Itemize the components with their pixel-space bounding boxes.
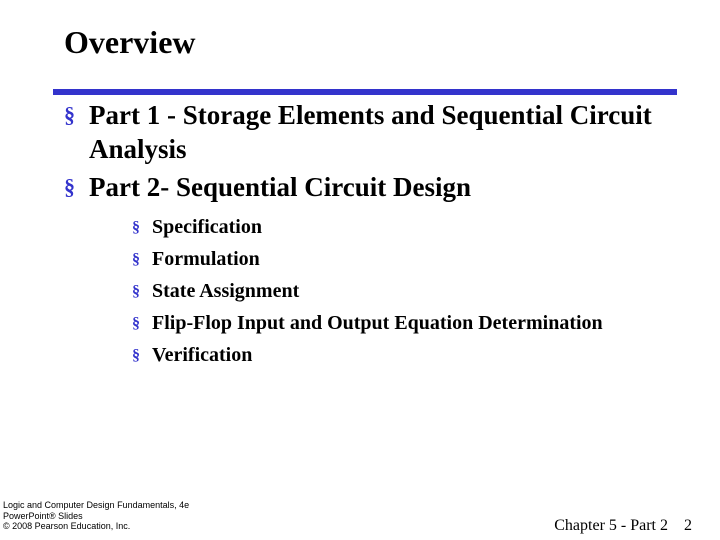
bullet-text: Part 2- Sequential Circuit Design (89, 172, 471, 202)
footer-credits (3, 500, 189, 532)
footer-chapter: Chapter 5 - Part 2 (554, 517, 668, 534)
main-bullet-list (64, 98, 684, 208)
sub-bullet-item (132, 214, 652, 240)
sub-bullet-item (132, 278, 652, 304)
bullet-item (64, 170, 684, 204)
page-number: 2 (684, 517, 692, 534)
sub-bullet-item (132, 246, 652, 272)
sub-bullet-text: Flip-Flop Input and Output Equation Determination (152, 312, 603, 334)
section-sign-bullet-icon: § (64, 174, 75, 199)
sub-bullet-item (132, 310, 652, 336)
bullet-text: Part 1 - Storage Elements and Sequential Circuit Analysis (89, 100, 652, 164)
section-sign-bullet-icon: § (132, 315, 140, 332)
bullet-item (64, 98, 684, 166)
section-sign-bullet-icon: § (132, 283, 140, 300)
section-sign-bullet-icon: § (132, 251, 140, 268)
sub-bullet-text: Formulation (152, 248, 260, 270)
sub-bullet-text: State Assignment (152, 280, 300, 302)
sub-bullet-text: Verification (152, 344, 253, 366)
footer-copyright: © 2008 Pearson Education, Inc. (3, 521, 131, 531)
footer-product: PowerPoint® Slides (3, 510, 83, 521)
section-sign-bullet-icon: § (64, 102, 75, 127)
title-underline-rule (53, 89, 677, 95)
sub-bullet-list (132, 214, 652, 374)
slide-title: Overview (64, 24, 196, 60)
footer-book-title: Logic and Computer Design Fundamentals, 4e (3, 500, 190, 510)
sub-bullet-item (132, 342, 652, 368)
section-sign-bullet-icon: § (132, 219, 140, 236)
sub-bullet-text: Specification (152, 216, 262, 238)
section-sign-bullet-icon: § (132, 347, 140, 364)
